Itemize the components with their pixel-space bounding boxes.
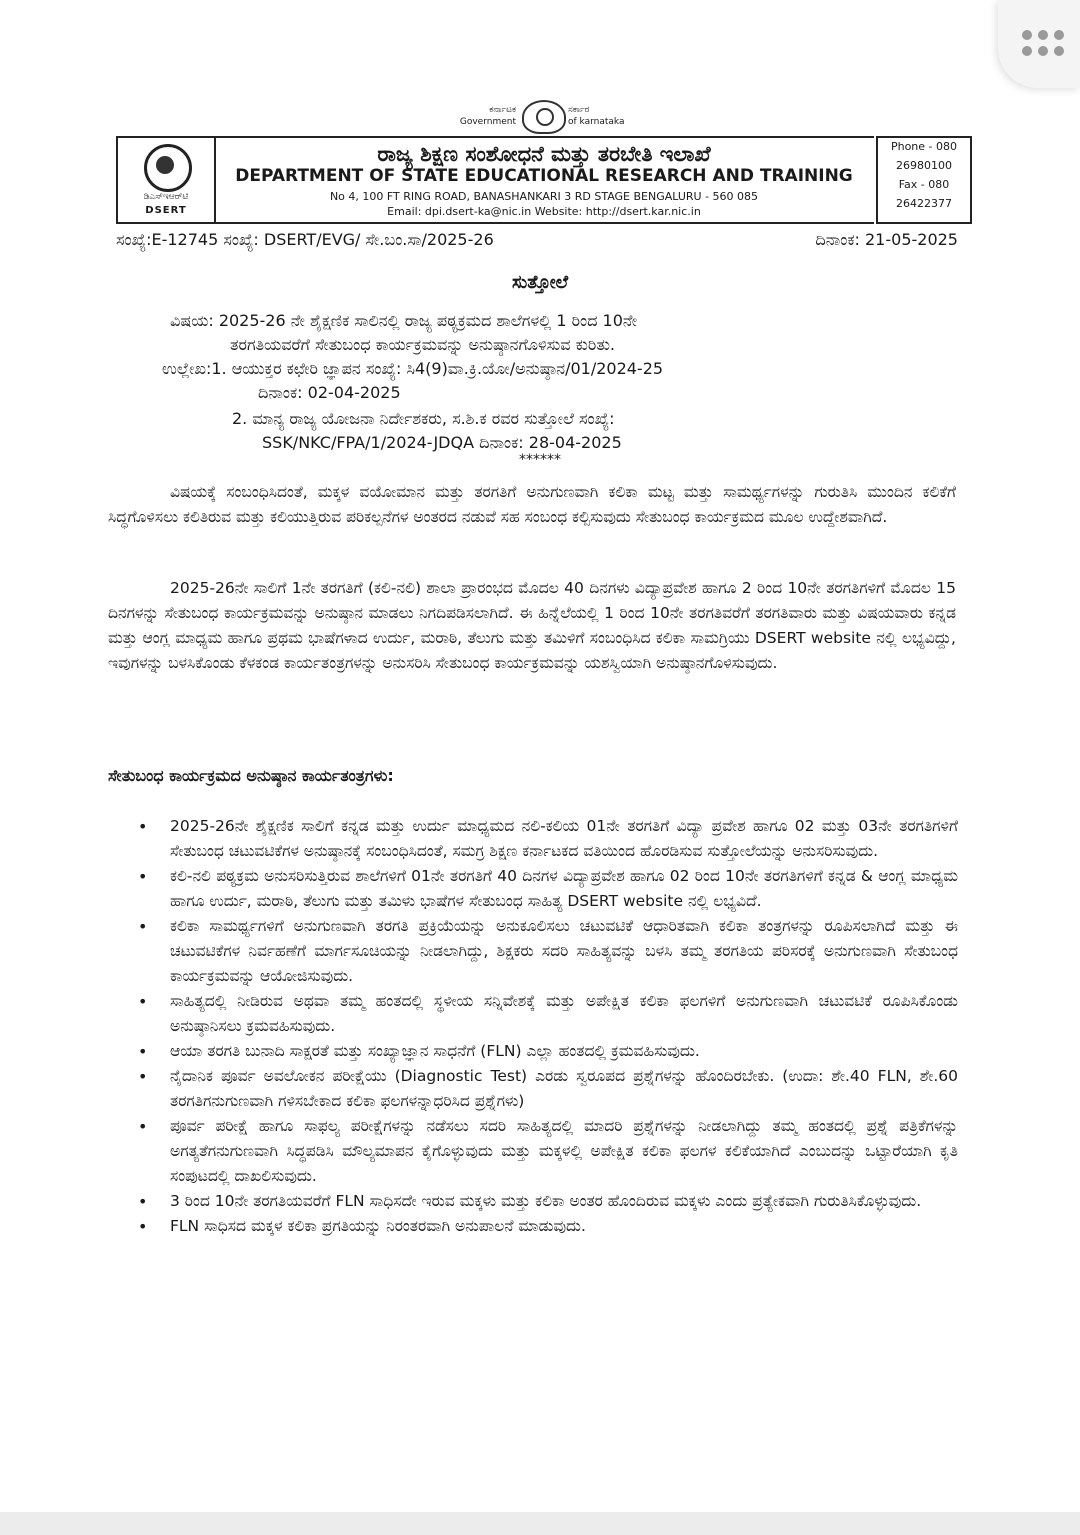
gov-right-en: of karnataka [568,117,625,127]
section-title: ಸೇತುಬಂಧ ಕಾರ್ಯಕ್ರಮದ ಅನುಷ್ಠಾನ ಕಾರ್ಯತಂತ್ರಗಳು: [108,766,394,785]
government-emblem-row [440,100,660,136]
reference-2-line-1: 2. ಮಾನ್ಯ ರಾಜ್ಯ ಯೋಜನಾ ನಿರ್ದೇಶಕರು, ಸ.ಶಿ.ಕ ರವರ ಸುತ್ತೋಲೆ ಸಂಖ್ಯೆ: [232,409,615,428]
separator-stars: ****** [519,452,561,468]
paragraph-1: ವಿಷಯಕ್ಕೆ ಸಂಬಂಧಿಸಿದಂತೆ, ಮಕ್ಕಳ ವಯೋಮಾನ ಮತ್ತು ತರಗತಿಗೆ ಅನುಗುಣವಾಗಿ ಕಲಿಕಾ ಮಟ್ಟ ಮತ್ತು ಸಾಮರ್ಥ್ಯಗಳನ್ನು ಗುರುತಿಸಿ ಮುಂದಿನ ಕಲಿಕೆಗೆ ಸಿದ್ಧಗೊಳಿಸಲು ಕಲಿತಿರುವ ಮತ್ತು ಕಲಿಯುತ್ತಿರುವ ಪರಿಕಲ್ಪನೆಗಳ ಅಂತರದ ನಡುವೆ ಸಹ ಸಂಬಂಧ ಕಲ್ಪಿಸುವುದು ಸೇತುಬಂಧ ಕಾರ್ಯಕ್ರಮದ ಮೂಲ ಉದ್ದೇಶವಾಗಿದೆ. [108,483,956,526]
department-name-en: DEPARTMENT OF STATE EDUCATIONAL RESEARCH AND TRAINING [235,166,853,186]
department-email-website: Email: dpi.dsert-ka@nic.in Website: http://dsert.kar.nic.in [387,205,701,218]
dsert-logo-icon [144,144,192,192]
list-item: • ನೈದಾನಿಕ ಪೂರ್ವ ಅವಲೋಕನ ಪರೀಕ್ಷೆಯು (Diagnostic Test) ಎರಡು ಸ್ವರೂಪದ ಪ್ರಶ್ನೆಗಳನ್ನು ಹೊಂದಿರಬೇಕು. (ಉದಾ: ಶೇ.40 FLN, ಶೇ.60 ತರಗತಿಗನುಗುಣವಾಗಿ ಗಳಿಸಬೇಕಾದ ಕಲಿಕಾ ಫಲಗಳನ್ನಾಧರಿಸಿದ ಪ್ರಶ್ನೆಗಳು) [138,1064,958,1114]
gov-right-kn: ಸರ್ಕಾರ [568,105,590,115]
gov-left-label [440,104,516,128]
list-item: • 2025-26ನೇ ಶೈಕ್ಷಣಿಕ ಸಾಲಿಗೆ ಕನ್ನಡ ಮತ್ತು ಉರ್ದು ಮಾಧ್ಯಮದ ನಲಿ-ಕಲಿಯ 01ನೇ ತರಗತಿಗೆ ವಿದ್ಯಾ ಪ್ರವೇಶ ಹಾಗೂ 02 ಮತ್ತು 03ನೇ ತರಗತಿಗಳಿಗೆ ಸೇತುಬಂಧ ಚಟುವಟಿಕೆಗಳ ಅನುಷ್ಠಾನಕ್ಕೆ ಸಂಬಂಧಿಸಿದಂತೆ, ಸಮಗ್ರ ಶಿಕ್ಷಣ ಕರ್ನಾಟಕದ ವತಿಯಿಂದ ಹೊರಡಿಸುವ ಸುತ್ತೋಲೆಯನ್ನು ಅನುಸರಿಸುವುದು. [138,814,958,864]
department-name-kn: ರಾಜ್ಯ ಶಿಕ್ಷಣ ಸಂಶೋಧನೆ ಮತ್ತು ತರಬೇತಿ ಇಲಾಖೆ [377,142,711,166]
department-address: No 4, 100 FT RING ROAD, BANASHANKARI 3 RD STAGE BENGALURU - 560 085 [329,190,759,203]
list-item: • ಆಯಾ ತರಗತಿ ಬುನಾದಿ ಸಾಕ್ಷರತೆ ಮತ್ತು ಸಂಖ್ಯಾಜ್ಞಾನ ಸಾಧನೆಗೆ (FLN) ಎಲ್ಲಾ ಹಂತದಲ್ಲಿ ಕ್ರಮವಹಿಸುವುದು. [138,1039,958,1064]
subject-line-2: ತರಗತಿಯವರೆಗೆ ಸೇತುಬಂಧ ಕಾರ್ಯಕ್ರಮವನ್ನು ಅನುಷ್ಠಾನಗೊಳಿಸುವ ಕುರಿತು. [230,335,615,354]
list-item: • ಕಲಿಕಾ ಸಾಮರ್ಥ್ಯಗಳಿಗೆ ಅನುಗುಣವಾಗಿ ತರಗತಿ ಪ್ರಕ್ರಿಯೆಯನ್ನು ಅನುಕೂಲಿಸಲು ಚಟುವಟಿಕೆ ಆಧಾರಿತವಾಗಿ ಕಲಿಕಾ ತಂತ್ರಗಳನ್ನು ರೂಪಿಸಲಾಗಿದೆ ಮತ್ತು ಈ ಚಟುವಟಿಕೆಗಳ ನಿರ್ವಹಣೆಗೆ ಮಾರ್ಗಸೂಚಿಯನ್ನು ನೀಡಲಾಗಿದ್ದು, ಶಿಕ್ಷಕರು ಸದರಿ ಸಾಹಿತ್ಯವನ್ನು ಬಳಸಿ ತಮ್ಮ ತರಗತಿಯ ಪರಿಸರಕ್ಕೆ ಅನುಗುಣವಾಗಿ ಸೇತುಬಂಧ ಕಾರ್ಯಕ್ರಮವನ್ನು ಆಯೋಜಿಸುವುದು. [138,914,958,989]
circular-title: ಸುತ್ತೋಲೆ [511,272,569,293]
reference-number: ಸಂಖ್ಯೆ:E-12745 ಸಂಖ್ಯೆ: DSERT/EVG/ ಸೇ.ಬಂ.ಸಾ/2025-26 [116,230,494,249]
gov-right-label [568,104,660,128]
logo-en-text: DSERT [145,205,187,216]
options-menu-button[interactable] [998,0,1080,88]
strategy-list [138,814,958,1239]
karnataka-emblem-icon [522,100,566,134]
list-item: • 3 ರಿಂದ 10ನೇ ತರಗತಿಯವರೆಗೆ FLN ಸಾಧಿಸದೇ ಇರುವ ಮಕ್ಕಳು ಮತ್ತು ಕಲಿಕಾ ಅಂತರ ಹೊಂದಿರುವ ಮಕ್ಕಳು ಎಂದು ಪ್ರತ್ಯೇಕವಾಗಿ ಗುರುತಿಸಿಕೊಳ್ಳುವುದು. [138,1189,958,1214]
fax-number: 26422377 [896,197,952,210]
list-item: • FLN ಸಾಧಿಸದ ಮಕ್ಕಳ ಕಲಿಕಾ ಪ್ರಗತಿಯನ್ನು ನಿರಂತರವಾಗಿ ಅನುಪಾಲನೆ ಮಾಡುವುದು. [138,1214,958,1239]
reference-1-line-1: ಉಲ್ಲೇಖ:1. ಆಯುಕ್ತರ ಕಛೇರಿ ಜ್ಞಾಪನ ಸಂಖ್ಯೆ: ಸಿ4(9)ವಾ.ಕ್ರಿ.ಯೋ/ಅನುಷ್ಠಾನ/01/2024-25 [162,359,664,378]
fax-label: Fax - 080 [898,178,950,191]
list-item: • ಕಲಿ-ನಲಿ ಪಠ್ಯಕ್ರಮ ಅನುಸರಿಸುತ್ತಿರುವ ಶಾಲೆಗಳಿಗೆ 01ನೇ ತರಗತಿಗೆ 40 ದಿನಗಳ ವಿದ್ಯಾಪ್ರವೇಶ ಹಾಗೂ 02 ರಿಂದ 10ನೇ ತರಗತಿಗಳಿಗೆ ಕನ್ನಡ & ಆಂಗ್ಲ ಮಾಧ್ಯಮ ಹಾಗೂ ಉರ್ದು, ಮರಾಠಿ, ತೆಲುಗು ಮತ್ತು ತಮಿಳು ಭಾಷೆಗಳ ಸೇತುಬಂಧ ಸಾಹಿತ್ಯ DSERT website ನಲ್ಲಿ ಲಭ್ಯವಿದೆ. [138,864,958,914]
phone-label: Phone - 080 [890,140,958,153]
reference-1-date: ದಿನಾಂಕ: 02-04-2025 [258,383,401,402]
dsert-logo-box [116,136,216,224]
list-item: • ಸಾಹಿತ್ಯದಲ್ಲಿ ನೀಡಿರುವ ಅಥವಾ ತಮ್ಮ ಹಂತದಲ್ಲಿ ಸ್ಥಳೀಯ ಸನ್ನಿವೇಶಕ್ಕೆ ಮತ್ತು ಅಪೇಕ್ಷಿತ ಕಲಿಕಾ ಫಲಗಳಿಗೆ ಅನುಗುಣವಾಗಿ ಚಟುವಟಿಕೆ ರೂಪಿಸಿಕೊಂಡು ಅನುಷ್ಠಾನಿಸಲು ಕ್ರಮವಹಿಸುವುದು. [138,989,958,1039]
more-dots-icon [1022,30,1066,60]
paragraph-2: 2025-26ನೇ ಸಾಲಿಗೆ 1ನೇ ತರಗತಿಗೆ (ಕಲಿ-ನಲಿ) ಶಾಲಾ ಪ್ರಾರಂಭದ ಮೊದಲ 40 ದಿನಗಳು ವಿದ್ಯಾಪ್ರವೇಶ ಹಾಗೂ 2 ರಿಂದ 10ನೇ ತರಗತಿಗಳಿಗೆ ಮೊದಲ 15 ದಿನಗಳನ್ನು ಸೇತುಬಂಧ ಕಾರ್ಯಕ್ರಮವನ್ನು ಅನುಷ್ಠಾನ ಮಾಡಲು ನಿಗದಿಪಡಿಸಲಾಗಿದೆ. ಈ ಹಿನ್ನೆಲೆಯಲ್ಲಿ 1 ರಿಂದ 10ನೇ ತರಗತಿವರೆಗೆ ತರಗತಿವಾರು ಮತ್ತು ವಿಷಯವಾರು ಕನ್ನಡ ಮತ್ತು ಆಂಗ್ಲ ಮಾಧ್ಯಮ ಹಾಗೂ ಪ್ರಥಮ ಭಾಷೆಗಳಾದ ಉರ್ದು, ಮರಾಠಿ, ತೆಲುಗು ಮತ್ತು ತಮಿಳಿಗೆ ಸಂಬಂಧಿಸಿದ ಕಲಿಕಾ ಸಾಮಗ್ರಿಯು DSERT website ನಲ್ಲಿ ಲಭ್ಯವಿದ್ದು, ಇವುಗಳನ್ನು ಬಳಸಿಕೊಂಡು ಕೆಳಕಂಡ ಕಾರ್ಯತಂತ್ರಗಳನ್ನು ಅನುಸರಿಸಿ ಸೇತುಬಂಧ ಕಾರ್ಯಕ್ರಮವನ್ನು ಯಶಸ್ವಿಯಾಗಿ ಅನುಷ್ಠಾನಗೊಳಿಸುವುದು. [108,579,956,672]
bottom-scroll-bar [0,1512,1080,1535]
phone-number: 26980100 [896,159,952,172]
gov-left-en: Government [459,117,516,127]
logo-kn-text: ಡಿಎಸ್ಇಆರ್‌ಟಿ [143,192,189,202]
gov-left-kn: ಕರ್ನಾಟಕ [489,105,516,115]
reference-date: ದಿನಾಂಕ: 21-05-2025 [815,230,958,249]
list-item: • ಪೂರ್ವ ಪರೀಕ್ಷೆ ಹಾಗೂ ಸಾಫಲ್ಯ ಪರೀಕ್ಷೆಗಳನ್ನು ನಡೆಸಲು ಸದರಿ ಸಾಹಿತ್ಯದಲ್ಲಿ ಮಾದರಿ ಪ್ರಶ್ನೆಗಳನ್ನು ನೀಡಲಾಗಿದ್ದು ತಮ್ಮ ಹಂತದಲ್ಲಿ ಪ್ರಶ್ನೆ ಪತ್ರಿಕೆಗಳನ್ನು ಅಗತ್ಯತೆಗನುಗುಣವಾಗಿ ಸಿದ್ಧಪಡಿಸಿ ಮೌಲ್ಯಮಾಪನ ಕೈಗೊಳ್ಳುವುದು ಮತ್ತು ಮಕ್ಕಳಲ್ಲಿ ಅಪೇಕ್ಷಿತ ಕಲಿಕಾ ಫಲಗಳ ಕಲಿಕೆಯಾಗಿದೆ ಎಂಬುದನ್ನು ಒಟ್ಟಾರೆಯಾಗಿ ಕೃತಿ ಸಂಪುಟದಲ್ಲಿ ದಾಖಲಿಸುವುದು. [138,1114,958,1189]
reference-2-line-2: SSK/NKC/FPA/1/2024-JDQA ದಿನಾಂಕ: 28-04-2025 [262,433,622,452]
phone-fax-box [876,136,972,224]
reference-line [116,230,966,256]
letterhead [214,136,874,224]
subject-line-1: ವಿಷಯ: 2025-26 ನೇ ಶೈಕ್ಷಣಿಕ ಸಾಲಿನಲ್ಲಿ ರಾಜ್ಯ ಪಠ್ಯಕ್ರಮದ ಶಾಲೆಗಳಲ್ಲಿ 1 ರಿಂದ 10ನೇ [170,311,638,330]
